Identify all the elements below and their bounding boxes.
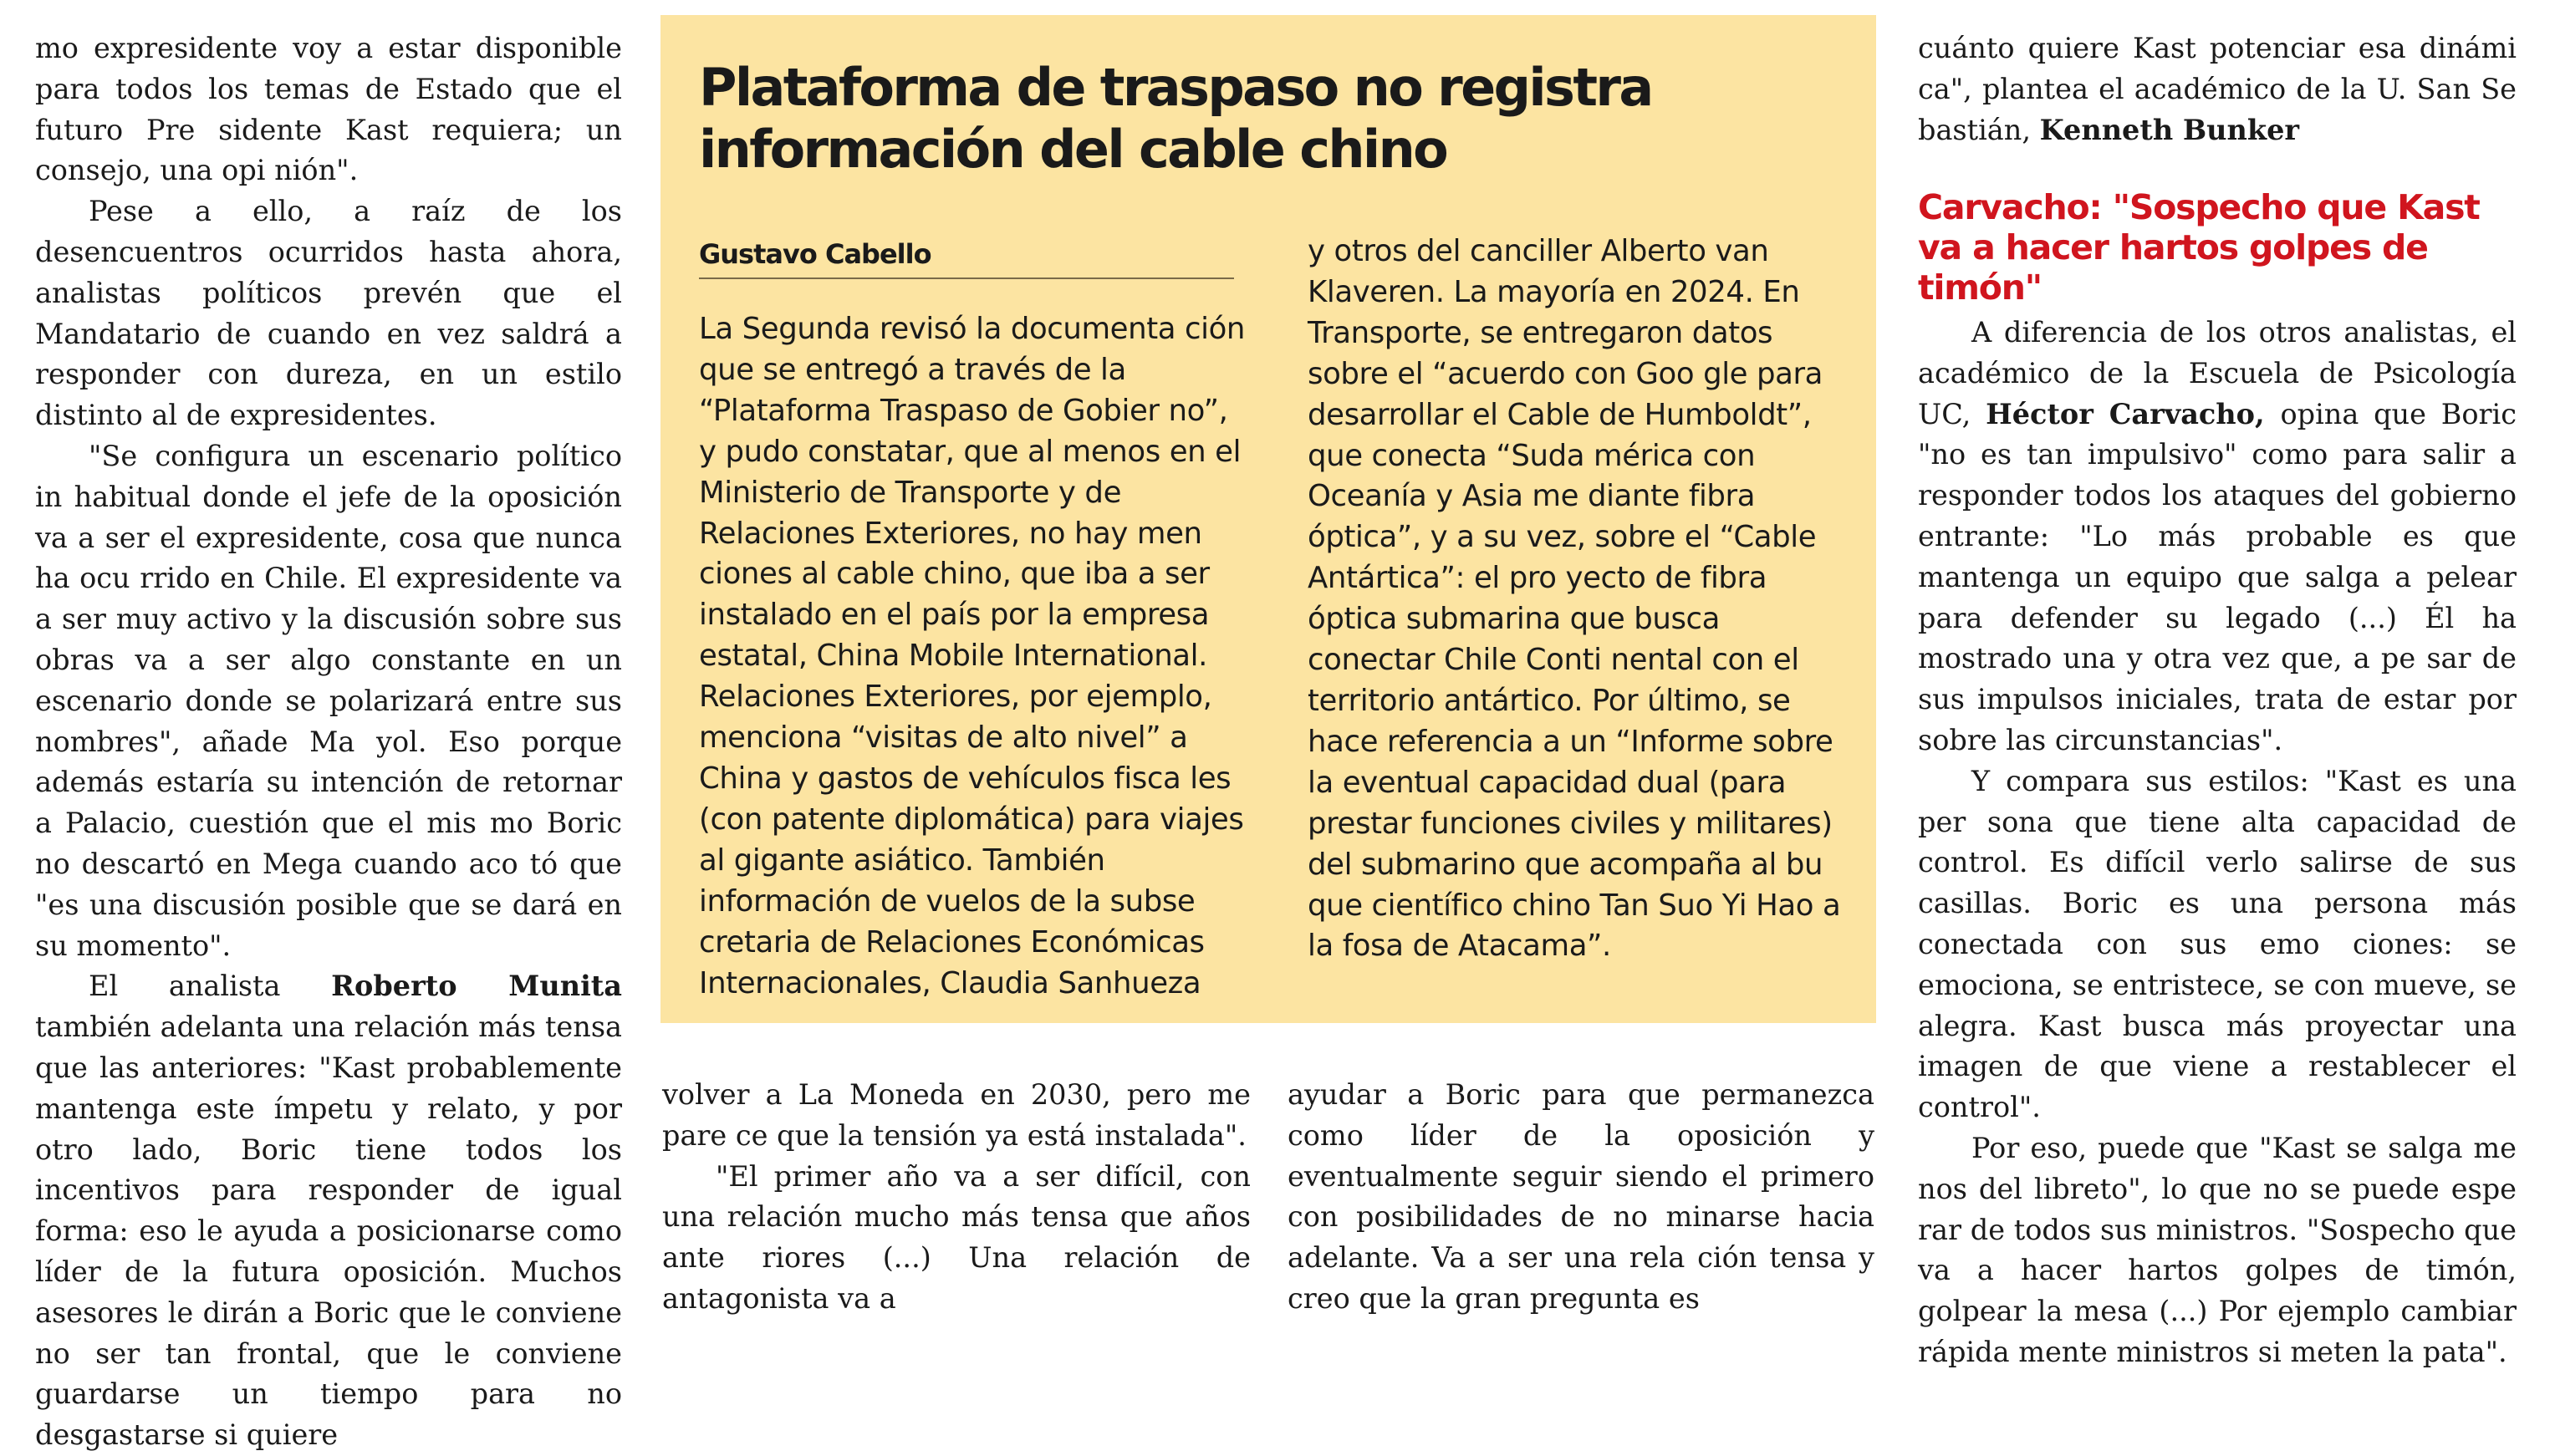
text-line: cuánto quiere Kast potenciar esa dinámi: [1918, 32, 2517, 64]
left-column: [35, 28, 622, 1456]
text-line: polarizará entre sus nombres", añade Ma: [35, 684, 622, 758]
text-line: más probable es que mantenga un equipo: [1918, 519, 2517, 593]
text-line: académico de la Escuela de Psicología UC,: [1918, 356, 2517, 430]
text-line: ción que se entregó a través de la: [699, 312, 1245, 387]
text-line: ce que la tensión ya está instalada".: [735, 1118, 1247, 1152]
text-line: opina que Boric "no es: [1918, 397, 2517, 471]
text-line: bastián,: [1918, 113, 2040, 146]
paragraph: [662, 1157, 1251, 1320]
paragraph: [699, 309, 1247, 1004]
text-line: Klaveren. La mayoría en 2024.: [1308, 274, 1763, 309]
text-line: estatal, China Mobile International.: [699, 639, 1207, 674]
box-column-2: [1308, 232, 1849, 967]
paragraph: [35, 28, 622, 191]
paragraph: [1918, 1128, 2517, 1373]
text-line: va a hacer hartos golpes de timón, golpear: [1918, 1254, 2517, 1328]
text-line: minarse hacia adelante. Va a ser una rela: [1288, 1200, 1874, 1275]
text-line: (...) Él ha mostrado una y otra vez que, a pe: [1918, 601, 2517, 675]
text-line: China y gastos de vehículos fisca: [699, 761, 1181, 796]
text-line: sona que tiene alta capacidad de control. Es: [1918, 805, 2517, 879]
text-line: El analista: [89, 970, 332, 1003]
text-line: ser tan frontal, que le conviene guardarse: [35, 1336, 622, 1411]
text-line: instalado en el país por la empresa: [699, 598, 1210, 633]
text-line: control".: [1918, 1091, 2041, 1124]
text-line: por sobre las circunstancias".: [1918, 683, 2517, 756]
text-line: menciona “visitas de alto nivel” a: [699, 720, 1188, 756]
text-line: Relaciones Exteriores, no hay men: [699, 516, 1202, 551]
text-line: todos los ataques del gobierno entrante: "Lo: [1918, 479, 2517, 552]
text-line: ocurridos hasta ahora, analistas políticos: [35, 235, 622, 309]
text-line: yecto de fibra óptica submarina: [1308, 561, 1767, 637]
text-line: de retornar a Palacio, cuestión que el mis: [35, 766, 623, 840]
paragraph: [1918, 313, 2517, 761]
text-line: información de vuelos de la subse: [699, 883, 1196, 919]
paragraph: [35, 191, 622, 436]
text-line: en el Ministerio de Transporte y de: [699, 434, 1242, 510]
text-line: todos los temas de Estado que el futuro Pre: [35, 72, 623, 146]
text-line: un “Informe sobre la eventual: [1308, 724, 1833, 800]
bottom-middle-column: [662, 1075, 1251, 1320]
text-line: siendo el primero con posibilidades de no: [1288, 1159, 1874, 1234]
text-line: un tiempo para no desgastarse si quiere: [35, 1377, 622, 1452]
text-line: Internacionales, Claudia Sanhueza: [699, 965, 1201, 1000]
text-line: la mesa (...) Por ejemplo cambiar rápida: [1918, 1295, 2517, 1368]
text-line: cretaria de Relaciones Económicas: [699, 924, 1205, 960]
text-line: saldrá a responder con dureza, en un estilo: [35, 317, 622, 391]
text-line: mérica con Oceanía y Asia me: [1308, 438, 1756, 514]
text-line: sidente Kast requiera; un consejo, una opi: [35, 113, 622, 187]
text-line: y otros del canciller Alberto van: [1308, 234, 1769, 268]
text-line: A diferencia de los otros analistas, el: [1971, 316, 2517, 349]
text-line: riores (...) Una relación de antagonista va a: [662, 1241, 1251, 1315]
box-headline: Plataforma de traspaso no registra información del cable chino: [699, 57, 1652, 180]
text-line: que científico chino Tan Suo Yi: [1308, 888, 1757, 923]
text-line: “Plataforma Traspaso de Gobier: [699, 393, 1160, 428]
text-line: mente ministros si meten la pata".: [2018, 1335, 2507, 1368]
text-line: de igual forma: eso le ayuda a posicionarse: [35, 1173, 622, 1248]
text-line: ción tensa y creo que la gran pregunta es: [1288, 1241, 1874, 1315]
text-line: que salga a pelear para defender su legado: [1918, 560, 2517, 634]
text-line: Por último, se hace referencia a: [1308, 683, 1791, 759]
paragraph: [1918, 761, 2517, 1128]
text-line: como líder de la futura oposición. Muchos: [35, 1214, 622, 1288]
text-line: La Segunda revisó la documenta: [699, 312, 1176, 346]
paragraph: [1288, 1075, 1874, 1320]
text-line: relación mucho más tensa que años ante: [662, 1200, 1251, 1275]
text-line: gle para desarrollar el Cable de: [1308, 356, 1823, 432]
text-line: Relaciones Exteriores, por ejemplo,: [699, 680, 1212, 715]
text-line: En Transporte, se entregaron: [1308, 274, 1800, 350]
text-line: ser el expresidente, cosa que nunca ha ocu: [35, 521, 622, 595]
text-line: rar de todos sus ministros. "Sospecho que: [1918, 1213, 2517, 1246]
paragraph: [1918, 28, 2517, 150]
text-line: Por eso, puede que "Kast se salga me: [1971, 1131, 2517, 1164]
section-subhead: Carvacho: "Sospecho que Kast va a hacer hartos golpes de timón": [1918, 187, 2480, 308]
text-line: nión".: [274, 154, 359, 187]
text-line: distinto al de expresidentes.: [35, 399, 437, 432]
text-line: tó que "es una discusión posible que se dará: [35, 847, 622, 921]
text-line: adelanta una relación más tensa que las: [35, 1011, 622, 1084]
box-column-1: [699, 309, 1247, 1004]
bottom-right-column: [1288, 1075, 1874, 1320]
text-line: activo y la discusión sobre sus obras va a ser: [35, 603, 622, 676]
paragraph: [35, 966, 622, 1456]
text-line: viajes al gigante asiático. También: [699, 802, 1244, 878]
text-line: anteriores: "Kast probablemente mantenga: [35, 1051, 622, 1125]
text-line: Humboldt”, que conecta “Suda: [1308, 397, 1812, 473]
text-line: volver a La Moneda en 2030, pero me pare: [662, 1078, 1251, 1152]
text-line: nental con el territorio antártico.: [1308, 643, 1799, 718]
text-line: sar de sus impulsos iniciales, trata de estar: [1918, 642, 2517, 716]
paragraph: [662, 1075, 1251, 1157]
text-line: ca", plantea el académico de la U. San Se: [1918, 72, 2517, 105]
text-line: mo expresidente voy a estar disponible para: [35, 32, 622, 105]
text-line: en su momento".: [35, 888, 622, 962]
text-line: diante fibra óptica”, y a su vez,: [1308, 479, 1756, 555]
paragraph: [35, 436, 622, 966]
text-line: líder de la oposición y eventualmente seguir: [1288, 1118, 1874, 1193]
text-line: "El primer año va a ser difícil, con una: [662, 1159, 1251, 1234]
text-line: ciones al cable chino, que iba a ser: [699, 557, 1210, 592]
text-line: datos sobre el “acuerdo con Goo: [1308, 315, 1773, 391]
text-line: mo Boric no descartó en Mega cuando aco: [35, 807, 622, 880]
text-line: tan impulsivo" como para salir a responder: [1918, 438, 2517, 512]
analyst-name-carvacho: Héctor Carvacho,: [1986, 397, 2281, 430]
text-line: no”, y pudo constatar, que al menos: [699, 393, 1228, 469]
text-line: asesores le dirán a Boric que le conviene no: [35, 1296, 622, 1370]
text-line: sobre el “Cable Antártica”: el pro: [1308, 520, 1817, 596]
text-line: que busca conectar Chile Conti: [1308, 602, 1721, 678]
text-line: Y compara sus estilos: "Kast es una per: [1918, 764, 2517, 838]
text-line: funciones civiles y militares) del: [1308, 806, 1833, 882]
analyst-name-bunker: Kenneth Bunker: [2039, 113, 2300, 146]
analyst-name-munita: Roberto Munita: [331, 970, 622, 1003]
text-line: yol. Eso porque además estaría su intención: [35, 725, 623, 799]
text-line: ciones: se emociona, se entristece, se con: [1918, 927, 2517, 1001]
text-line: este ímpetu y relato, y por otro lado, Boric: [35, 1092, 622, 1166]
text-line: una persona más conectada con sus emo: [1918, 887, 2517, 960]
text-line: submarino que acompaña al bu: [1360, 847, 1823, 882]
text-line: tiene todos los incentivos para responder: [35, 1133, 622, 1207]
text-line: difícil verlo salirse de sus casillas. Boric es: [1918, 846, 2517, 920]
paragraph: [1308, 232, 1849, 967]
right-column-top: [1918, 28, 2517, 150]
text-line: también: [35, 1011, 161, 1044]
text-line: Pese a ello, a raíz de los desencuentros: [35, 195, 622, 268]
text-line: capacidad dual (para prestar: [1308, 765, 1787, 841]
text-line: algo constante en un escenario donde se: [35, 643, 622, 717]
text-line: les (con patente diplomática) para: [699, 761, 1232, 837]
byline: Gustavo Cabello: [699, 234, 1234, 279]
right-column-body: [1918, 313, 2517, 1373]
text-line: rrido en Chile. El expresidente va a ser muy: [35, 562, 623, 636]
text-line: prevén que el Mandatario de cuando en vez: [35, 276, 623, 350]
text-line: mueve, se alegra. Kast busca más proyectar: [1918, 968, 2517, 1042]
text-line: "Se configura un escenario político in: [35, 439, 622, 513]
text-line: Hao a la fosa de Atacama”.: [1308, 888, 1841, 964]
text-line: nos del libreto", lo que no se puede espe: [1918, 1172, 2517, 1205]
text-line: ayudar a Boric para que permanezca como: [1288, 1078, 1874, 1152]
text-line: una imagen de que viene a restablecer el: [1918, 1009, 2517, 1083]
text-line: habitual donde el jefe de la oposición va a: [35, 480, 622, 554]
